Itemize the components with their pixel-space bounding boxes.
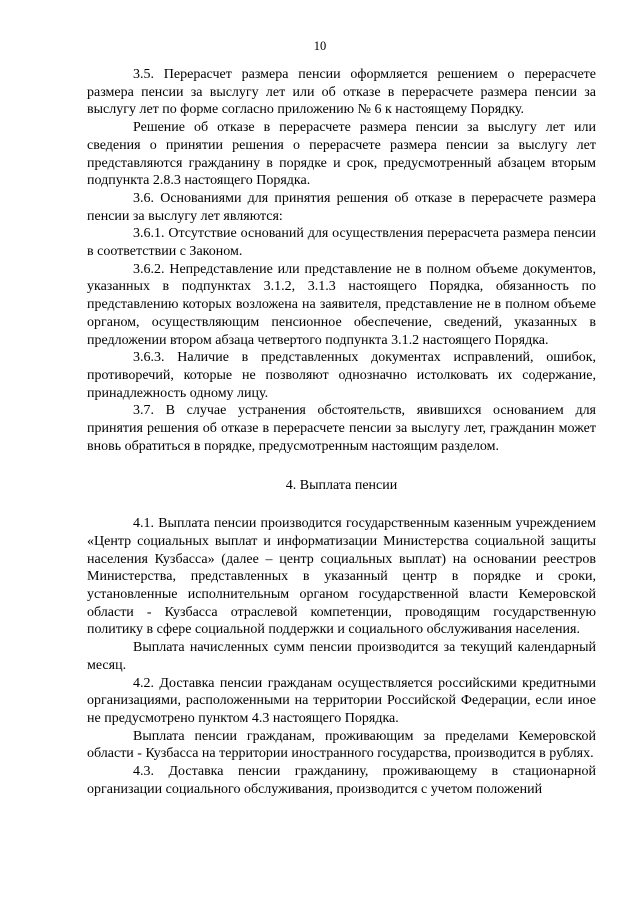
paragraph-3-6: 3.6. Основаниями для принятия решения об отказе в перерасчете размера пенсии за выслугу лет являются:	[87, 190, 596, 224]
paragraph-4-2-abroad: Выплата пенсии гражданам, проживающим за пределами Кемеровской области - Кузбасса на территории иностранного государства, производится в рублях.	[87, 728, 596, 762]
document-body	[87, 66, 596, 798]
paragraph-3-7: 3.7. В случае устранения обстоятельств, явившихся основанием для принятия решения об отказе в перерасчете пенсии за выслугу лет, гражданин может вновь обратиться в порядке, предусмотренным настоящим разделом.	[87, 403, 596, 454]
paragraph-3-6-2: 3.6.2. Непредставление или представление не в полном объеме документов, указанных в подпунктах 3.1.2, 3.1.3 настоящего Порядка, обязанность по представлению которых возложена на заявителя, представление не в полном объеме органом, осуществляющим пенсионное обеспечение, сведений, указанных в предложении втором абзаца четвертого подпункта 3.1.2 настоящего Порядка.	[87, 261, 596, 348]
paragraph-3-6-1: 3.6.1. Отсутствие оснований для осуществления перерасчета размера пенсии в соответствии с Законом.	[87, 226, 596, 260]
paragraph-4-3: 4.3. Доставка пенсии гражданину, проживающему в стационарной организации социального обслуживания, производится с учетом положений	[87, 764, 596, 797]
paragraph-4-2: 4.2. Доставка пенсии гражданам осуществляется российскими кредитными организациями, расположенными на территории Российской Федерации, если иное не предусмотрено пунктом 4.3 настоящего Порядка.	[87, 675, 596, 726]
paragraph-3-6-3: 3.6.3. Наличие в представленных документах исправлений, ошибок, противоречий, которые не позволяют однозначно истолковать их содержание, принадлежность одному лицу.	[87, 350, 596, 401]
page-number: 10	[313, 39, 327, 53]
paragraph-4-1: 4.1. Выплата пенсии производится государственным казенным учреждением «Центр социальных выплат и информатизации Министерства социальной защиты населения Кузбасса» (далее – центр социальных выплат) на основании реестров Министерства, представленных в указанный центр в порядке и сроки, установленные исполнительным органом государственной власти Кемеровской области - Кузбасса отраслевой компетенции, проводящим государственную политику в сфере социальной поддержки и социального обслуживания населения.	[87, 516, 596, 638]
section-heading: 4. Выплата пенсии	[285, 478, 398, 494]
paragraph-3-5: 3.5. Перерасчет размера пенсии оформляется решением о перерасчете размера пенсии за выслугу лет или об отказе в перерасчете размера пенсии за выслугу лет по форме согласно приложению № 6 к настоящему Порядку.	[87, 67, 596, 118]
paragraph-4-1-payment: Выплата начисленных сумм пенсии производится за текущий календарный месяц.	[87, 640, 596, 673]
paragraph-3-5-refusal: Решение об отказе в перерасчете размера пенсии за выслугу лет или сведения о принятии решения о перерасчете размера пенсии за выслугу лет представляются гражданину в порядке и срок, предусмотренный абзацем вторым подпункта 2.8.3 настоящего Порядка.	[87, 120, 596, 189]
